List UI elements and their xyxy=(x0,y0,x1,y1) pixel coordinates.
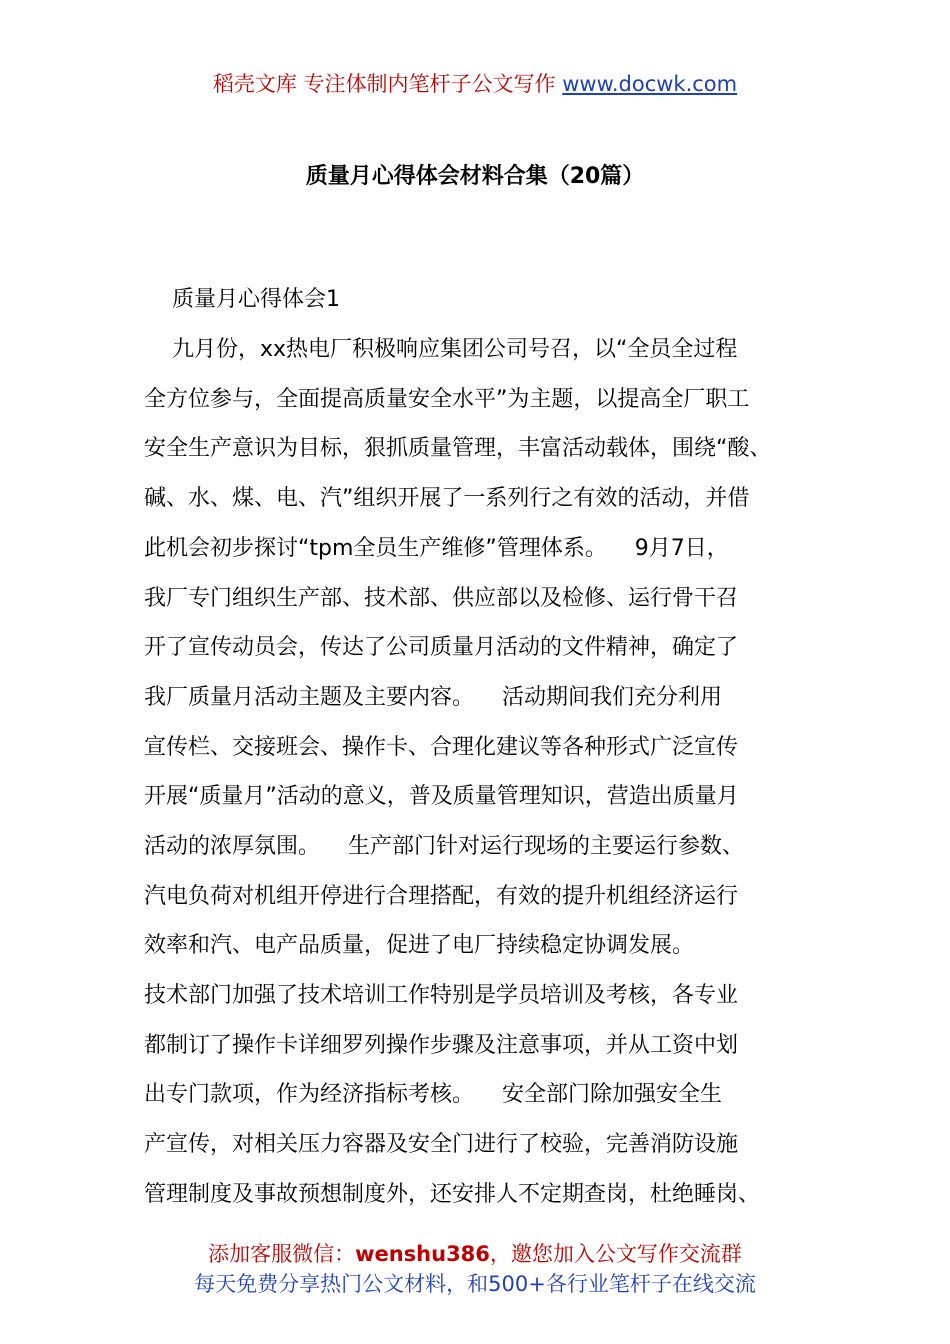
body-line: 产宣传，对相关压力容器及安全门进行了校验，完善消防设施 xyxy=(144,1132,739,1157)
footer-wechat-id: wenshu386 xyxy=(355,1242,490,1266)
page-header xyxy=(0,70,950,98)
body-line: 安全生产意识为目标，狠抓质量管理，丰富活动载体，围绕“酸、 xyxy=(144,436,772,461)
body-line: 开了宣传动员会，传达了公司质量月活动的文件精神，确定了 xyxy=(144,635,739,660)
footer-wechat-line xyxy=(0,1240,950,1268)
body-line: 质量月心得体会1 xyxy=(144,287,340,312)
body-line: 汽电负荷对机组开停进行合理搭配，有效的提升机组经济运行 xyxy=(144,884,739,909)
body-line: 都制订了操作卡详细罗列操作步骤及注意事项，并从工资中划 xyxy=(144,1033,739,1058)
body-line: 宣传栏、交接班会、操作卡、合理化建议等各种形式广泛宣传 xyxy=(144,735,739,760)
body-line: 我厂专门组织生产部、技术部、供应部以及检修、运行骨干召 xyxy=(144,586,739,611)
footer-wechat-prefix: 添加客服微信： xyxy=(208,1242,356,1266)
header-brand: 稻壳文库 专注体制内笔杆子公文写作 xyxy=(212,72,556,96)
body-line: 效率和汽、电产品质量，促进了电厂持续稳定协调发展。 xyxy=(144,933,695,958)
body-line: 开展“质量月”活动的意义，普及质量管理知识，营造出质量月 xyxy=(144,784,739,809)
body-line: 管理制度及事故预想制度外，还安排人不定期查岗，杜绝睡岗、 xyxy=(144,1182,761,1207)
footer-share-line: 每天免费分享热门公文材料，和500+各行业笔杆子在线交流 xyxy=(194,1272,756,1296)
body-line: 出专门款项，作为经济指标考核。 安全部门除加强安全生 xyxy=(144,1082,722,1107)
body-line: 九月份，xx热电厂积极响应集团公司号召，以“全员全过程 xyxy=(144,337,738,362)
body-line: 技术部门加强了技术培训工作特别是学员培训及考核，各专业 xyxy=(144,983,739,1008)
body-line: 碱、水、煤、电、汽”组织开展了一系列行之有效的活动，并借 xyxy=(144,486,750,511)
header-url-link[interactable]: www.docwk.com xyxy=(562,72,738,96)
footer-wechat-suffix: ，邀您加入公文写作交流群 xyxy=(489,1242,742,1266)
body-line: 我厂质量月活动主题及主要内容。 活动期间我们充分利用 xyxy=(144,685,722,710)
body-line: 全方位参与，全面提高质量安全水平”为主题，以提高全厂职工 xyxy=(144,387,750,412)
body-line: 活动的浓厚氛围。 生产部门针对运行现场的主要运行参数、 xyxy=(144,834,744,859)
body-line: 此机会初步探讨“tpm全员生产维修”管理体系。 9月7日， xyxy=(144,536,729,561)
document-title: 质量月心得体会材料合集（20篇） xyxy=(305,164,645,189)
